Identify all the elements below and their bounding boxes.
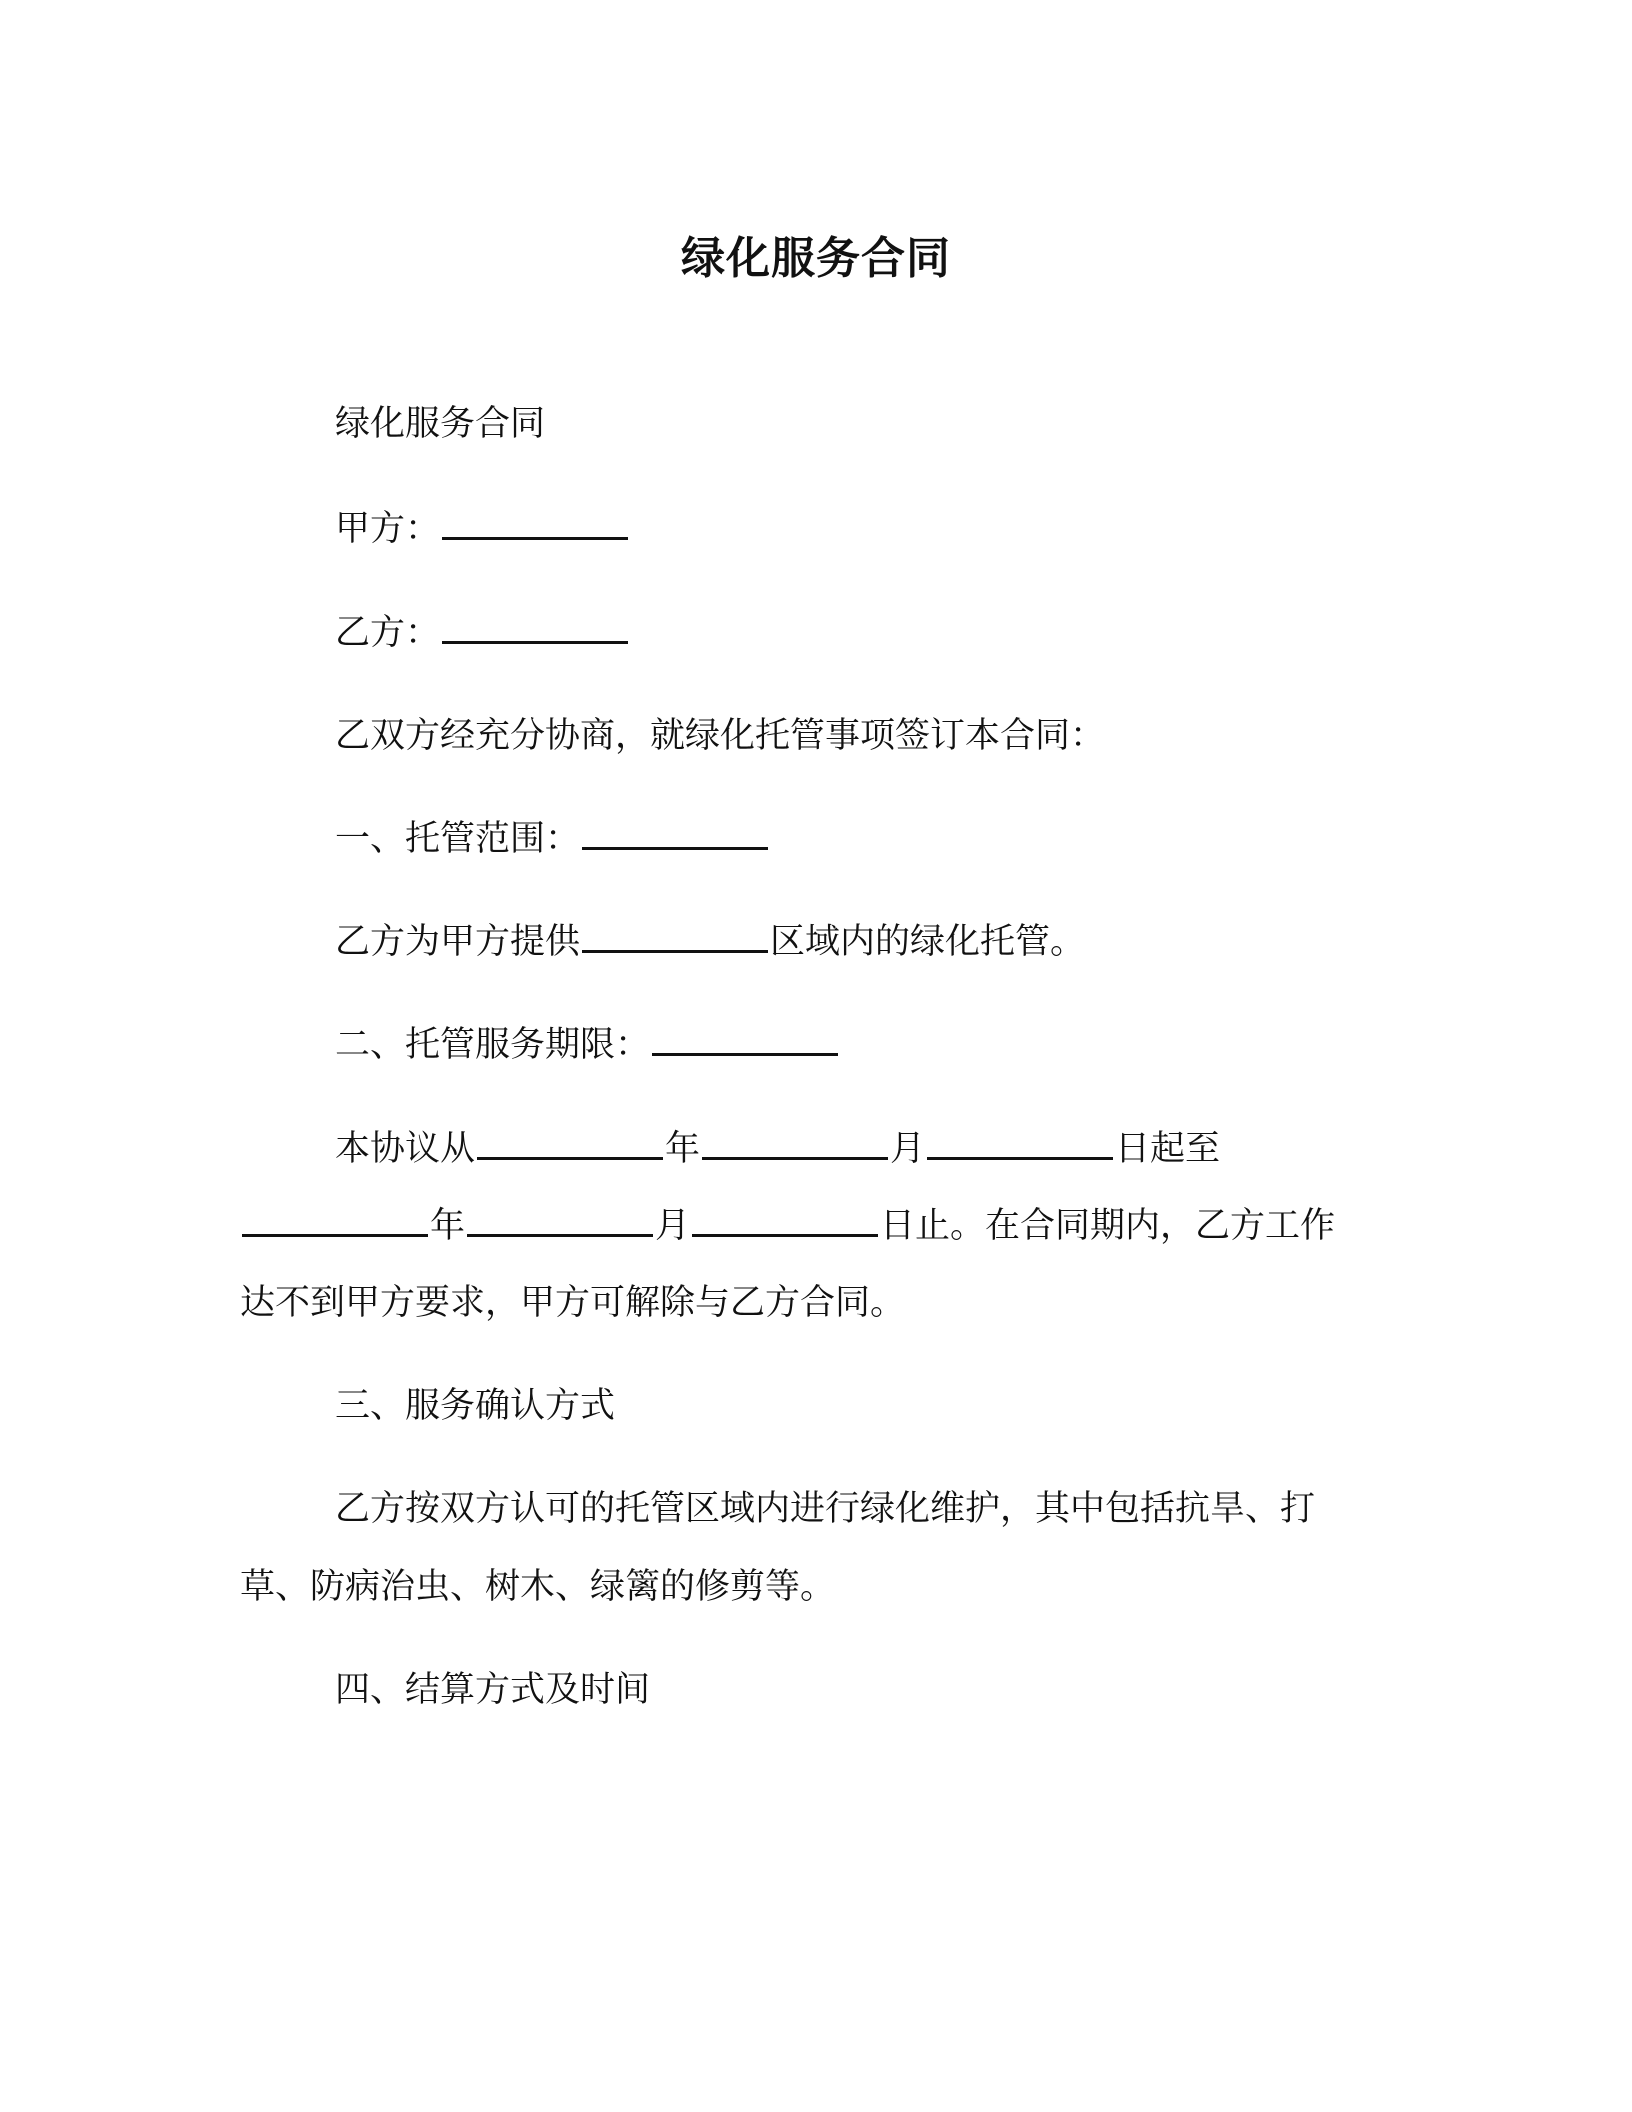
term-blank [652,1019,838,1056]
end-year-label: 年 [430,1206,466,1246]
start-month-label: 月 [890,1129,926,1169]
party-a-label: 甲方： [335,509,441,549]
term-paragraph-line-3 [240,1264,1440,1342]
section-3-label: 三、服务确认方式 [335,1386,616,1426]
party-b-label: 乙方： [335,613,441,653]
scope-text-b: 区域内的绿化托管。 [770,922,1086,962]
preamble-paragraph [240,697,1440,775]
start-year-label: 年 [665,1129,701,1169]
party-a-blank [442,503,628,540]
section-3-heading [240,1367,1440,1445]
term-text-start: 本协议从 [335,1129,476,1169]
section-1-heading [240,800,1440,878]
section-4-label: 四、结算方式及时间 [335,1670,651,1710]
subtitle-paragraph [240,385,1440,463]
end-day-blank [692,1200,878,1237]
start-day-label: 日起至 [1115,1129,1221,1169]
service-paragraph-line-2 [240,1548,1440,1626]
term-paragraph-line-2 [240,1187,1440,1265]
end-year-blank [242,1200,428,1237]
service-text-line-1: 乙方按双方认可的托管区域内进行绿化维护，其中包括抗旱、打 [335,1489,1316,1529]
end-month-blank [467,1200,653,1237]
area-blank [582,916,768,953]
scope-text-a: 乙方为甲方提供 [335,922,581,962]
scope-paragraph [240,903,1440,981]
service-paragraph-line-1 [240,1470,1440,1548]
preamble-text: 乙双方经充分协商，就绿化托管事项签订本合同： [335,716,1106,756]
section-2-label: 二、托管服务期限： [335,1025,651,1065]
start-month-blank [702,1123,888,1160]
subtitle-text: 绿化服务合同 [335,404,546,444]
party-a-line [240,490,1440,568]
document-title: 绿化服务合同 [681,233,951,284]
section-2-heading [240,1006,1440,1084]
start-year-blank [477,1123,663,1160]
section-4-heading [240,1651,1440,1729]
service-text-line-2: 草、防病治虫、树木、绿篱的修剪等。 [240,1567,836,1607]
party-b-blank [442,607,628,644]
party-b-line [240,594,1440,672]
end-day-text: 日止。在合同期内，乙方工作 [880,1206,1336,1246]
scope-blank [582,813,768,850]
termination-text: 达不到甲方要求，甲方可解除与乙方合同。 [240,1283,906,1323]
term-paragraph-line-1 [240,1110,1440,1188]
end-month-label: 月 [655,1206,691,1246]
section-1-label: 一、托管范围： [335,819,581,859]
start-day-blank [927,1123,1113,1160]
